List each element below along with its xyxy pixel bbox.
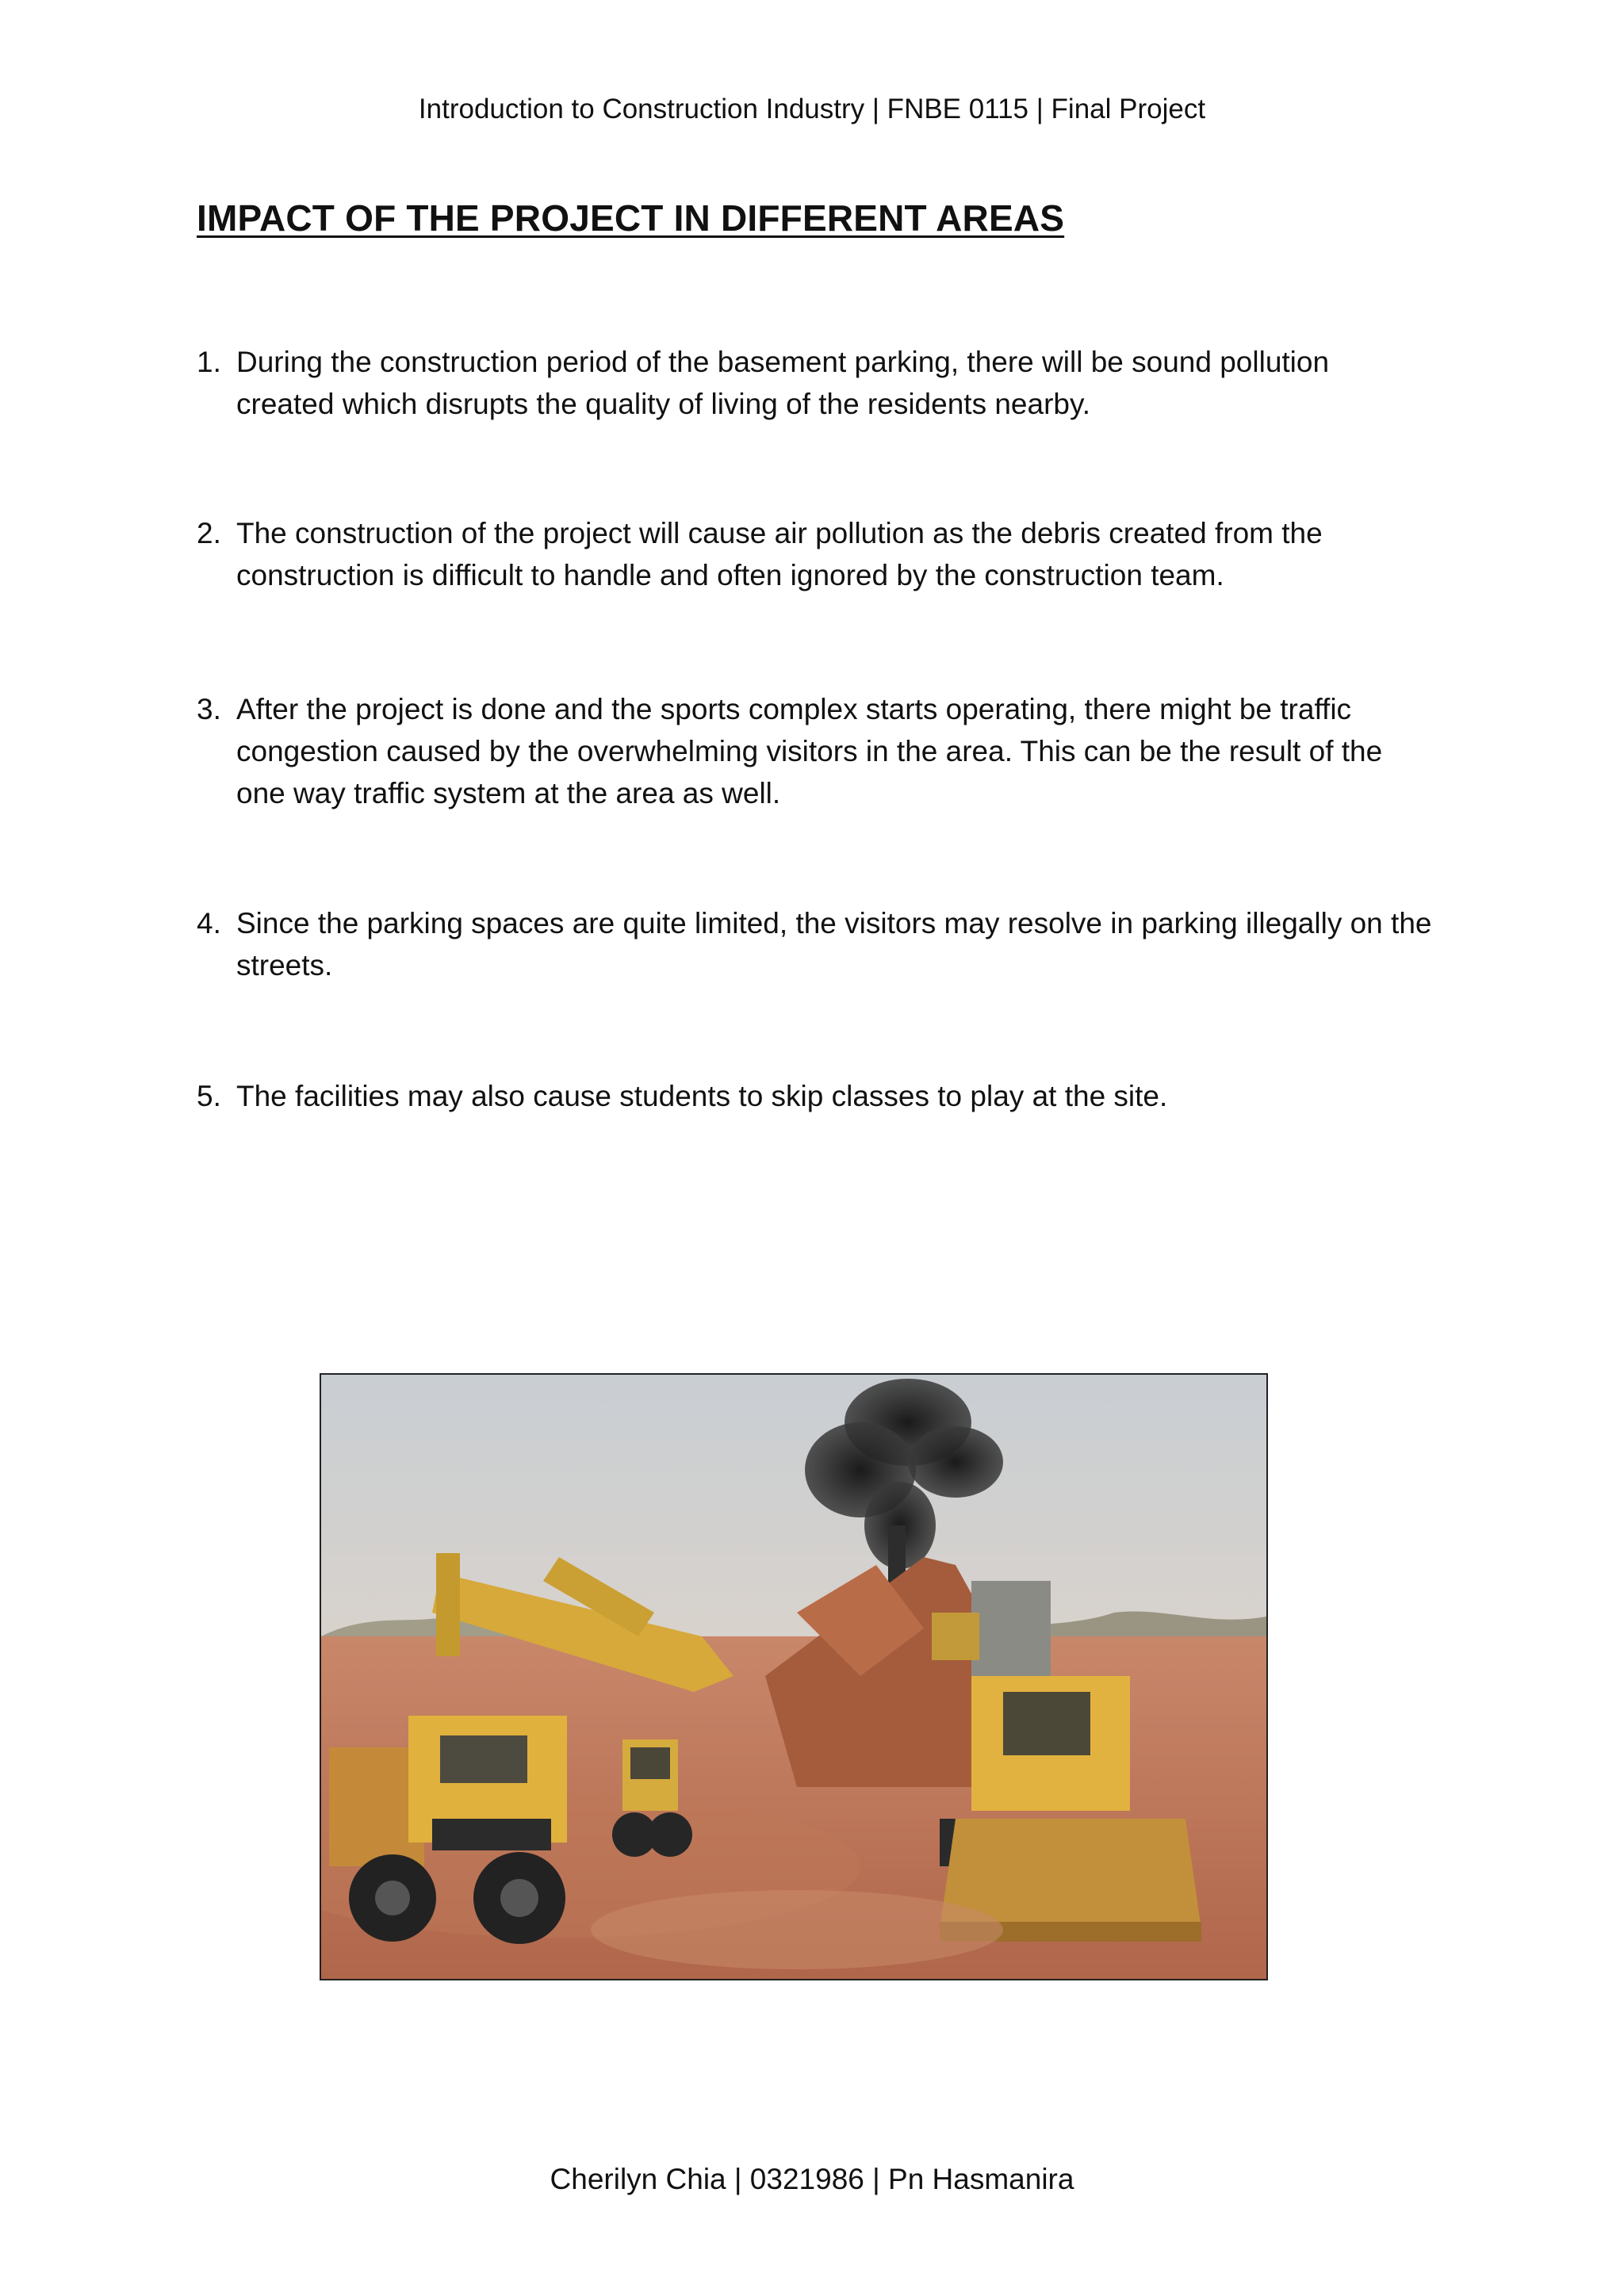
list-item-number: 3. — [197, 693, 221, 725]
list-item-3 — [197, 688, 1434, 814]
list-item-text: The construction of the project will cause air pollution as the debris created from the construction is difficult to handle and often ignored by the construction team. — [236, 517, 1323, 591]
list-item-text: The facilities may also cause students to skip classes to play at the site. — [236, 1080, 1168, 1112]
list-item-text: After the project is done and the sports complex starts operating, there might be traffic congestion caused by the overwhelming visitors in the area. This can be the result of the one way traffic system at the area as well. — [236, 693, 1383, 809]
construction-site-photo — [320, 1373, 1268, 1980]
list-item-2 — [197, 512, 1434, 596]
list-item-text: Since the parking spaces are quite limited, the visitors may resolve in parking illegally on the streets. — [236, 907, 1432, 982]
list-item-text: During the construction period of the basement parking, there will be sound pollution created which disrupts the quality of living of the residents nearby. — [236, 346, 1330, 420]
list-item-number: 1. — [197, 346, 221, 378]
list-item-1 — [197, 341, 1434, 425]
list-item-number: 5. — [197, 1080, 221, 1112]
list-item-5 — [197, 1075, 1434, 1117]
list-item-number: 2. — [197, 517, 221, 549]
page-title: IMPACT OF THE PROJECT IN DIFFERENT AREAS — [197, 197, 1065, 239]
list-item-4 — [197, 902, 1434, 986]
page-header: Introduction to Construction Industry | FNBE 0115 | Final Project — [418, 94, 1206, 124]
page-footer: Cherilyn Chia | 0321986 | Pn Hasmanira — [550, 2163, 1074, 2195]
list-item-number: 4. — [197, 907, 221, 939]
